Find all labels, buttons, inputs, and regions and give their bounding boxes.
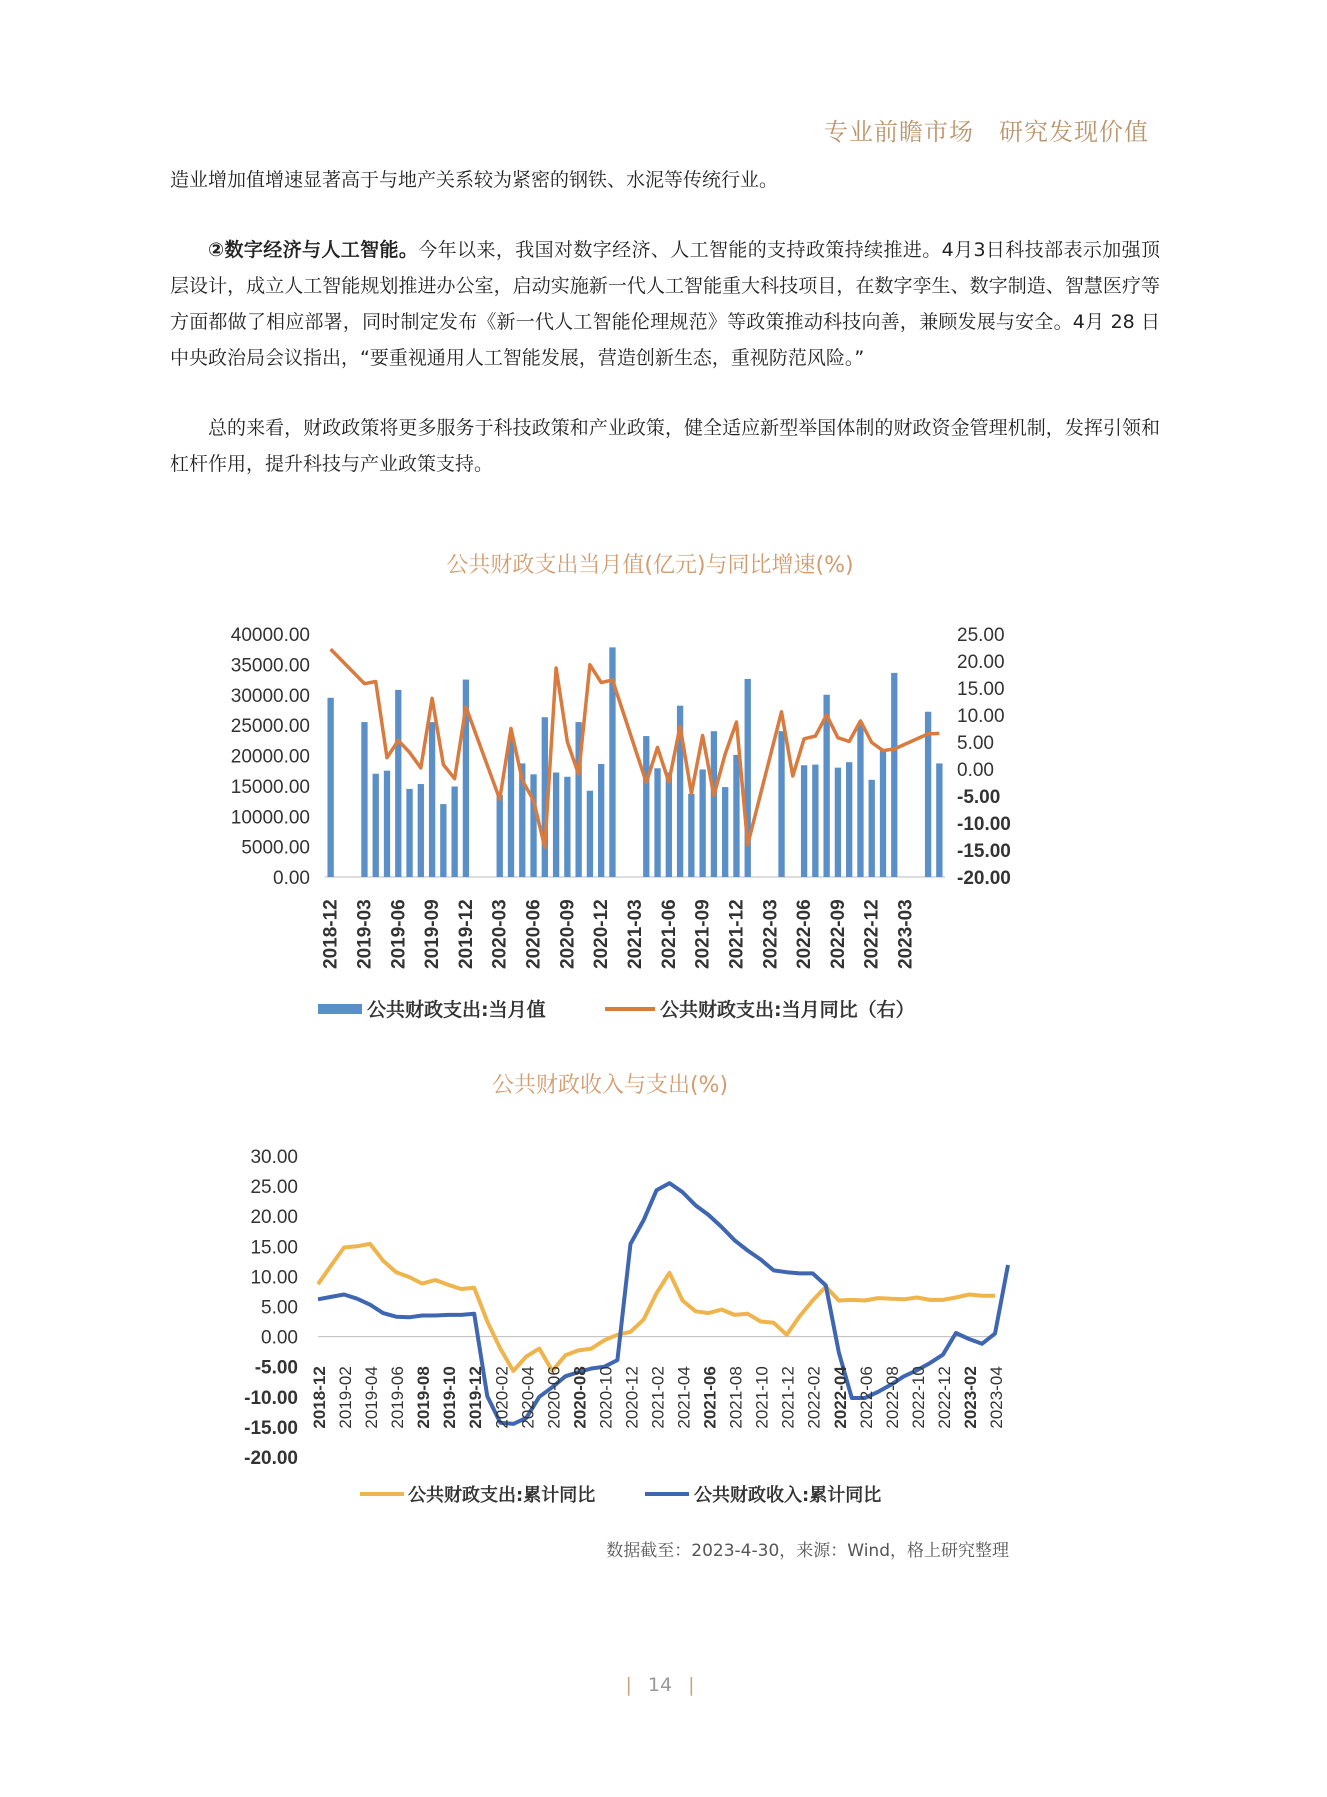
- right-axis-tick-label: 25.00: [957, 625, 1005, 646]
- x-tick-label: 2020-08: [570, 1366, 590, 1429]
- left-axis-tick-label: 5000.00: [241, 837, 310, 859]
- x-tick-label: 2019-12: [455, 899, 477, 969]
- bar: [587, 791, 593, 877]
- y-axis-tick-label: 30.00: [250, 1147, 298, 1168]
- x-tick-label: 2021-12: [778, 1366, 798, 1429]
- bar: [857, 723, 863, 877]
- bar: [778, 731, 784, 877]
- right-axis-tick-label: 20.00: [957, 652, 1005, 673]
- y-axis-tick-label: 10.00: [250, 1267, 298, 1289]
- bar: [440, 804, 446, 877]
- page-number-value: 14: [647, 1674, 673, 1696]
- paragraph-2-lead: ②数字经济与人工智能。: [208, 239, 419, 261]
- x-tick-label: 2022-12: [934, 1366, 954, 1429]
- bar: [384, 771, 390, 877]
- left-axis-tick-label: 25000.00: [230, 716, 310, 738]
- bar: [688, 794, 694, 877]
- bar: [429, 722, 435, 877]
- bar: [530, 774, 536, 877]
- bar: [936, 763, 942, 877]
- right-axis-tick-label: 0.00: [957, 760, 994, 781]
- bar: [699, 769, 705, 877]
- paragraph-2-body: 今年以来，我国对数字经济、人工智能的支持政策持续推进。4月3日科技部表示加强顶层设计，成立人工智能规划推进办公室，启动实施新一代人工智能重大科技项目，在数字孪生、数字制造、智慧医疗等方面都做了相应部署，同时制定发布《新一代人工智能伦理规范》等政策推动科技向善，兼顾发展与安全。4月 28 日中央政治局会议指出，“要重视通用人工智能发展，营造创新生态，重视防范风险。”: [170, 239, 1160, 369]
- chart-2: [0, 1120, 1327, 1570]
- source-note: 数据截至：2023-4-30，来源：Wind，格上研究整理: [606, 1541, 1009, 1561]
- x-tick-label: 2020-06: [544, 1366, 564, 1429]
- bar: [327, 698, 333, 877]
- bar: [361, 722, 367, 877]
- x-tick-label: 2021-02: [648, 1366, 668, 1429]
- x-tick-label: 2020-09: [557, 899, 579, 969]
- y-axis-tick-label: -20.00: [244, 1448, 298, 1469]
- paragraph-1: 造业增加值增速显著高于与地产关系较为紧密的钢铁、水泥等传统行业。: [170, 169, 779, 191]
- x-tick-label: 2023-03: [895, 899, 917, 969]
- left-axis-tick-label: 40000.00: [230, 625, 310, 646]
- bar: [598, 764, 604, 877]
- y-axis-tick-label: 5.00: [261, 1297, 298, 1319]
- x-tick-label: 2022-03: [760, 899, 782, 969]
- x-tick-label: 2020-10: [596, 1366, 616, 1429]
- x-tick-label: 2022-06: [856, 1366, 876, 1429]
- line-series-expenditure: [318, 1244, 995, 1371]
- x-tick-label: 2022-10: [908, 1366, 928, 1429]
- bar: [801, 765, 807, 877]
- bar: [553, 773, 559, 877]
- left-axis-tick-label: 20000.00: [230, 746, 310, 768]
- page-number: | 14 |: [625, 1674, 695, 1696]
- x-tick-label: 2022-04: [830, 1366, 850, 1429]
- y-axis-tick-label: -10.00: [244, 1387, 298, 1409]
- x-tick-label: 2022-12: [861, 899, 883, 969]
- y-axis-tick-label: -15.00: [244, 1417, 298, 1439]
- bar: [418, 784, 424, 877]
- left-axis-tick-label: 10000.00: [230, 807, 310, 829]
- x-tick-label: 2022-02: [804, 1366, 824, 1429]
- bar: [812, 765, 818, 877]
- x-tick-label: 2019-12: [466, 1366, 486, 1429]
- left-axis-tick-label: 35000.00: [230, 655, 310, 677]
- x-tick-label: 2019-06: [388, 899, 410, 969]
- bar: [722, 787, 728, 877]
- x-tick-label: 2021-04: [674, 1366, 694, 1429]
- x-tick-label: 2021-03: [625, 899, 646, 969]
- right-axis-tick-label: -5.00: [957, 787, 1001, 808]
- y-axis-tick-label: 25.00: [250, 1177, 298, 1199]
- x-tick-label: 2022-09: [827, 899, 849, 969]
- right-axis-tick-label: 10.00: [957, 706, 1005, 727]
- bar: [891, 673, 897, 877]
- x-tick-label: 2021-12: [726, 899, 748, 969]
- left-axis-tick-label: 30000.00: [230, 685, 310, 707]
- legend-label-line: 公共财政支出:当月同比（右）: [660, 999, 915, 1021]
- x-tick-label: 2018-12: [310, 1366, 329, 1429]
- legend-label-expenditure: 公共财政支出:累计同比: [408, 1485, 596, 1506]
- bar: [406, 789, 412, 877]
- x-tick-label: 2019-06: [388, 1366, 408, 1429]
- chart-1-title: 公共财政支出当月值(亿元)与同比增速(%): [446, 553, 854, 578]
- bar: [869, 780, 875, 877]
- bar: [643, 736, 649, 877]
- bar: [880, 749, 886, 877]
- right-axis-tick-label: -20.00: [957, 868, 1011, 889]
- paragraph-2: [170, 232, 1160, 376]
- bar: [835, 768, 841, 877]
- bar: [451, 786, 457, 877]
- x-tick-label: 2023-02: [960, 1366, 980, 1429]
- x-tick-label: 2019-03: [354, 899, 376, 969]
- x-tick-label: 2019-02: [336, 1366, 356, 1429]
- legend-swatch-bar: [318, 1004, 362, 1014]
- bar: [373, 774, 379, 877]
- x-tick-label: 2021-06: [658, 899, 680, 969]
- bar: [654, 768, 660, 877]
- x-tick-label: 2020-03: [489, 899, 511, 969]
- bar: [666, 773, 672, 877]
- bar: [733, 755, 739, 877]
- legend-label-bar: 公共财政支出:当月值: [367, 999, 546, 1021]
- left-axis-tick-label: 0.00: [273, 868, 310, 889]
- x-tick-label: 2019-04: [362, 1366, 382, 1429]
- chart-1: [0, 600, 1327, 1080]
- bar: [846, 762, 852, 877]
- x-tick-label: 2022-06: [794, 899, 816, 969]
- bar: [395, 690, 401, 877]
- x-tick-label: 2019-09: [422, 899, 444, 969]
- left-axis-tick-label: 15000.00: [230, 776, 310, 798]
- right-axis-tick-label: 15.00: [957, 679, 1005, 700]
- x-tick-label: 2018-12: [320, 899, 342, 969]
- x-tick-label: 2019-10: [440, 1366, 460, 1429]
- paragraph-3: 总的来看，财政政策将更多服务于科技政策和产业政策，健全适应新型举国体制的财政资金管理机制，发挥引领和杠杆作用，提升科技与产业政策支持。: [170, 417, 1160, 475]
- y-axis-tick-label: 15.00: [250, 1237, 298, 1259]
- bar: [745, 679, 751, 877]
- header-slogan: 专业前瞻市场 研究发现价值: [824, 118, 1149, 146]
- bar: [508, 736, 514, 877]
- x-tick-label: 2021-10: [752, 1366, 772, 1429]
- x-tick-label: 2022-08: [882, 1366, 902, 1429]
- legend-label-revenue: 公共财政收入:累计同比: [694, 1485, 882, 1506]
- x-tick-label: 2019-08: [414, 1366, 434, 1429]
- x-tick-label: 2021-08: [726, 1366, 746, 1429]
- y-axis-tick-label: 0.00: [261, 1327, 298, 1349]
- bar: [497, 795, 503, 877]
- bar: [711, 731, 717, 877]
- chart-2-title: 公共财政收入与支出(%): [491, 1073, 729, 1098]
- x-tick-label: 2020-04: [518, 1366, 538, 1429]
- x-tick-label: 2020-06: [523, 899, 545, 969]
- x-tick-label: 2023-04: [987, 1366, 1006, 1429]
- x-tick-label: 2020-02: [492, 1366, 512, 1429]
- y-axis-tick-label: -5.00: [254, 1357, 298, 1379]
- x-tick-label: 2020-12: [622, 1366, 642, 1429]
- x-tick-label: 2021-06: [700, 1366, 720, 1429]
- right-axis-tick-label: -15.00: [957, 841, 1011, 862]
- bar: [564, 777, 570, 877]
- y-axis-tick-label: 20.00: [250, 1207, 298, 1229]
- x-tick-label: 2021-09: [692, 899, 714, 969]
- right-axis-tick-label: 5.00: [957, 733, 994, 754]
- x-tick-label: 2020-12: [591, 899, 613, 969]
- right-axis-tick-label: -10.00: [957, 814, 1011, 835]
